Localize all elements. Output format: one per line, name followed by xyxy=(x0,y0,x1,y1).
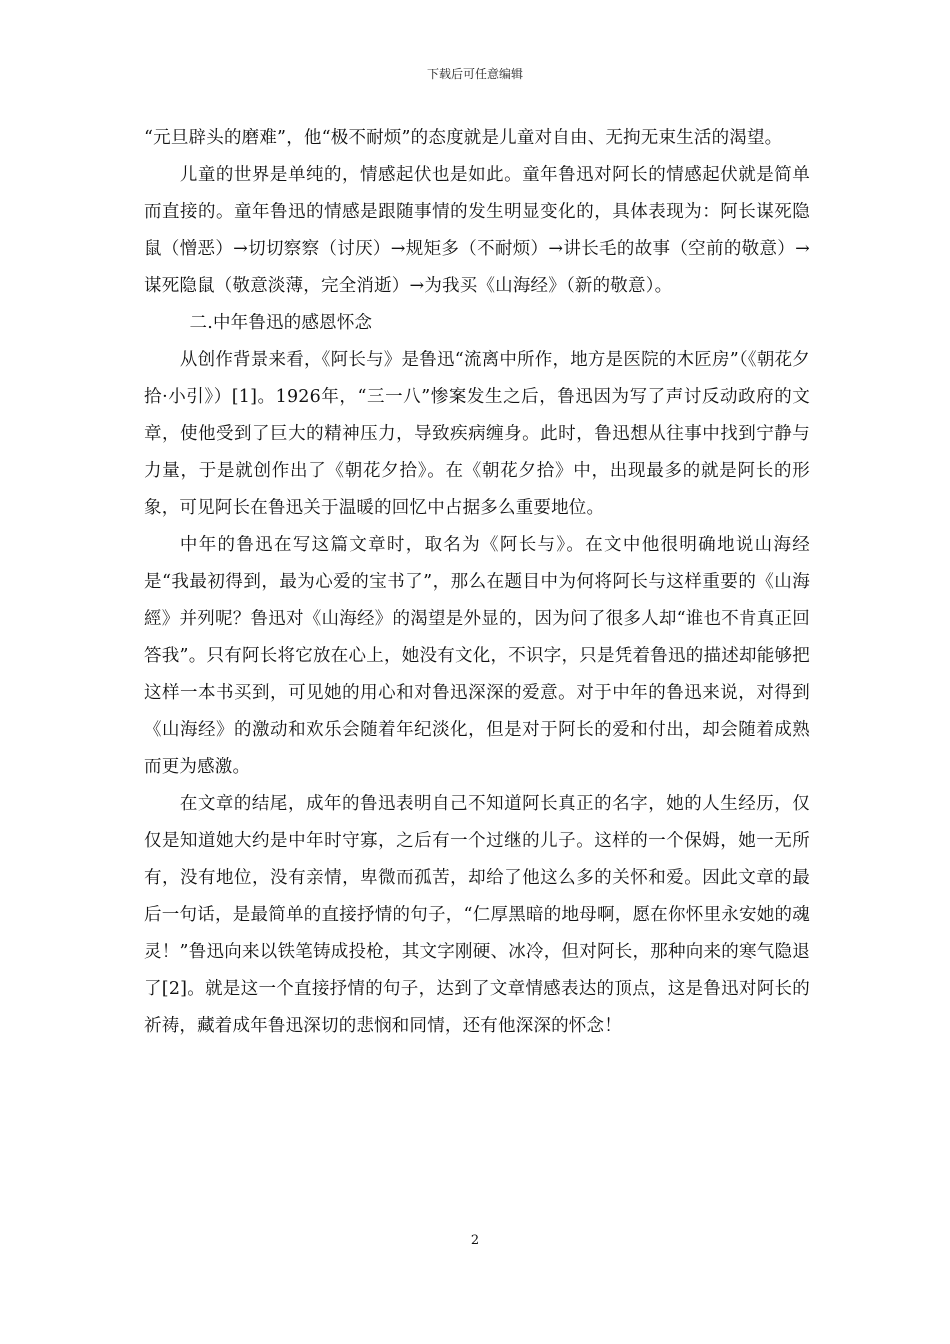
paragraph-childhood-emotions: 儿童的世界是单纯的，情感起伏也是如此。童年鲁迅对阿长的情感起伏就是简单而直接的。童年鲁迅的情感是跟随事情的发生明显变化的，具体表现为：阿长谋死隐鼠（憎恶）→切切察察（讨厌）→规矩多（不耐烦）→讲长毛的故事（空前的敬意）→谋死隐鼠（敬意淡薄，完全消逝）→为我买《山海经》（新的敬意）。 xyxy=(144,165,810,296)
paragraph-creation-background: 从创作背景来看，《阿长与》是鲁迅“流离中所作，地方是医院的木匠房”（《朝花夕拾·小引》）[1]。1926年，“三一八”惨案发生之后，鲁迅因为写了声讨反动政府的文章，使他受到了巨大的精神压力，导致疾病缠身。此时，鲁迅想从往事中找到宁静与力量，于是就创作出了《朝花夕拾》。在《朝花夕拾》中，出现最多的就是阿长的形象，可见阿长在鲁迅关于温暖的回忆中占据多么重要地位。 xyxy=(144,350,810,518)
page-number: 2 xyxy=(470,1233,480,1248)
paragraph-middle-age-title: 中年的鲁迅在写这篇文章时，取名为《阿长与》。在文中他很明确地说山海经是“我最初得到，最为心爱的宝书了”，那么在题目中为何将阿长与这样重要的《山海經》并列呢？鲁迅对《山海经》的渴望是外显的，因为问了很多人却“谁也不肯真正回答我”。只有阿长将它放在心上，她没有文化，不识字，只是凭着鲁迅的描述却能够把这样一本书买到，可见她的用心和对鲁迅深深的爱意。对于中年的鲁迅来说，对得到《山海经》的激动和欢乐会随着年纪淡化，但是对于阿长的爱和付出，却会随着成熟而更为感激。 xyxy=(144,535,810,777)
paragraph-continuation: “元旦辟头的磨难”，他“极不耐烦”的态度就是儿童对自由、无拘无束生活的渴望。 xyxy=(144,128,783,148)
document-body xyxy=(144,120,810,1045)
paragraph-ending: 在文章的结尾，成年的鲁迅表明自己不知道阿长真正的名字，她的人生经历，仅仅是知道她大约是中年时守寡，之后有一个过继的儿子。这样的一个保姆，她一无所有，没有地位，没有亲情，卑微而孤苦，却给了他这么多的关怀和爱。因此文章的最后一句话，是最简单的直接抒情的句子，“仁厚黑暗的地母啊，愿在你怀里永安她的魂灵！”鲁迅向来以铁笔铸成投枪，其文字刚硬、冰冷，但对阿长，那种向来的寒气隐退了[2]。就是这一个直接抒情的句子，达到了文章情感表达的顶点，这是鲁迅对阿长的祈祷，藏着成年鲁迅深切的悲悯和同情，还有他深深的怀念！ xyxy=(144,794,810,1036)
section-heading: 二.中年鲁迅的感恩怀念 xyxy=(189,313,373,333)
page-header: 下载后可任意编辑 xyxy=(426,67,523,81)
